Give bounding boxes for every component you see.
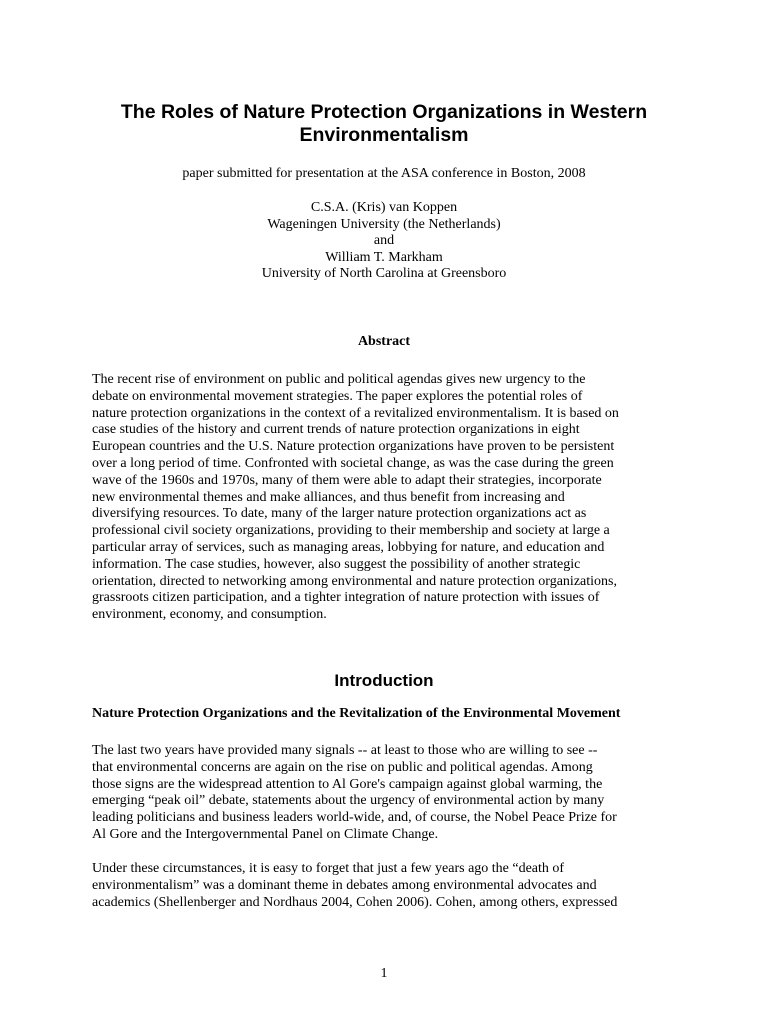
abstract-line: case studies of the history and current trends of nature protection organizations in eight xyxy=(92,422,580,438)
paper-title: The Roles of Nature Protection Organizations in Western Environmentalism xyxy=(120,101,648,146)
abstract-line: over a long period of time. Confronted with societal change, as was the case during the green xyxy=(92,455,614,471)
author-block xyxy=(100,200,668,283)
author-conjunction: and xyxy=(373,233,395,248)
paragraph-line: academics (Shellenberger and Nordhaus 2004, Cohen 2006). Cohen, among others, expressed xyxy=(92,894,618,910)
abstract-heading: Abstract xyxy=(357,334,411,349)
body-paragraph xyxy=(92,861,692,911)
abstract-line: European countries and the U.S. Nature protection organizations have proven to be persistent xyxy=(92,439,615,455)
paragraph-line: Al Gore and the Intergovernmental Panel on Climate Change. xyxy=(92,826,439,842)
author-affiliation: Wageningen University (the Netherlands) xyxy=(267,216,501,232)
abstract-line: particular array of services, such as managing areas, lobbying for nature, and education and xyxy=(92,539,605,555)
abstract-line: new environmental themes and make alliances, and thus benefit from increasing and xyxy=(92,489,565,505)
abstract-line: information. The case studies, however, also suggest the possibility of another strategic xyxy=(92,556,581,572)
abstract-line: The recent rise of environment on public and political agendas gives new urgency to the xyxy=(92,372,586,387)
page-number: 1 xyxy=(380,966,388,981)
author-name: C.S.A. (Kris) van Koppen xyxy=(310,200,458,215)
paragraph-line: that environmental concerns are again on the rise on public and political agendas. Among xyxy=(92,759,593,775)
author-name: William T. Markham xyxy=(325,249,443,265)
section-heading: Nature Protection Organizations and the Revitalization of the Environmental Movement xyxy=(92,706,621,721)
abstract-body xyxy=(92,372,692,624)
abstract-line: wave of the 1960s and 1970s, many of them were able to adapt their strategies, incorporate xyxy=(92,472,602,488)
abstract-line: environment, economy, and consumption. xyxy=(92,607,327,623)
paragraph-line: leading politicians and business leaders world-wide, and, of course, the Nobel Peace Prize for xyxy=(92,810,617,826)
author-affiliation: University of North Carolina at Greensboro xyxy=(261,266,507,281)
paragraph-line: Under these circumstances, it is easy to forget that just a few years ago the “death of xyxy=(92,861,565,876)
paragraph-line: emerging “peak oil” debate, statements about the urgency of environmental action by many xyxy=(92,793,605,809)
paper-subtitle: paper submitted for presentation at the ASA conference in Boston, 2008 xyxy=(182,166,586,181)
body-paragraph xyxy=(92,743,692,844)
paragraph-line: The last two years have provided many signals -- at least to those who are willing to see -- xyxy=(92,743,598,758)
abstract-line: nature protection organizations in the context of a revitalized environmentalism. It is based on xyxy=(92,405,619,421)
paragraph-line: those signs are the widespread attention to Al Gore's campaign against global warming, the xyxy=(92,776,603,792)
paragraph-line: environmentalism” was a dominant theme in debates among environmental advocates and xyxy=(92,877,597,893)
introduction-heading: Introduction xyxy=(334,671,434,690)
abstract-line: professional civil society organizations, providing to their membership and society at large a xyxy=(92,523,610,539)
abstract-line: diversifying resources. To date, many of the larger nature protection organizations act as xyxy=(92,506,587,522)
abstract-line: debate on environmental movement strategies. The paper explores the potential roles of xyxy=(92,388,583,404)
abstract-line: grassroots citizen participation, and a tighter integration of nature protection with issues of xyxy=(92,590,600,606)
abstract-line: orientation, directed to networking among environmental and nature protection organizations, xyxy=(92,573,617,589)
